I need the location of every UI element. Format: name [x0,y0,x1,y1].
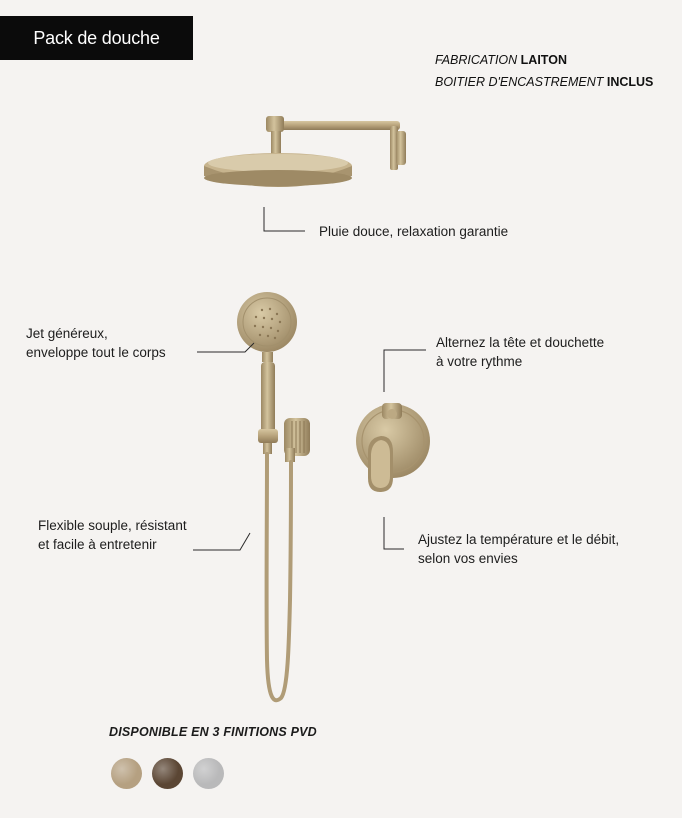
callout-diverter: Alternez la tête et douchette à votre rythme [436,335,605,369]
product-title-badge [0,16,193,60]
swatch-brushed-steel[interactable] [193,758,224,789]
leader-lines [193,207,426,550]
rain-shower-head [204,116,406,187]
finishes-title: DISPONIBLE EN 3 FINITIONS PVD [109,725,317,739]
callout-hose: Flexible souple, résistant et facile à entretenir [38,518,187,552]
feature-material: FABRICATION LAITON [435,53,567,67]
callout-hand-shower: Jet généreux, enveloppe tout le corps [26,326,166,360]
thermostatic-mixer [356,403,430,492]
callout-mixer: Ajustez la température et le débit, selon vos envies [418,532,620,566]
swatch-brushed-bronze[interactable] [152,758,183,789]
product-title: Pack de douche [33,27,160,48]
callout-rain-head: Pluie douce, relaxation garantie [319,224,509,239]
shower-hose [267,454,291,700]
feature-list [435,49,653,93]
finish-swatches [111,758,224,789]
feature-box: BOITIER D'ENCASTREMENT INCLUS [435,75,654,89]
swatch-brushed-brass[interactable] [111,758,142,789]
